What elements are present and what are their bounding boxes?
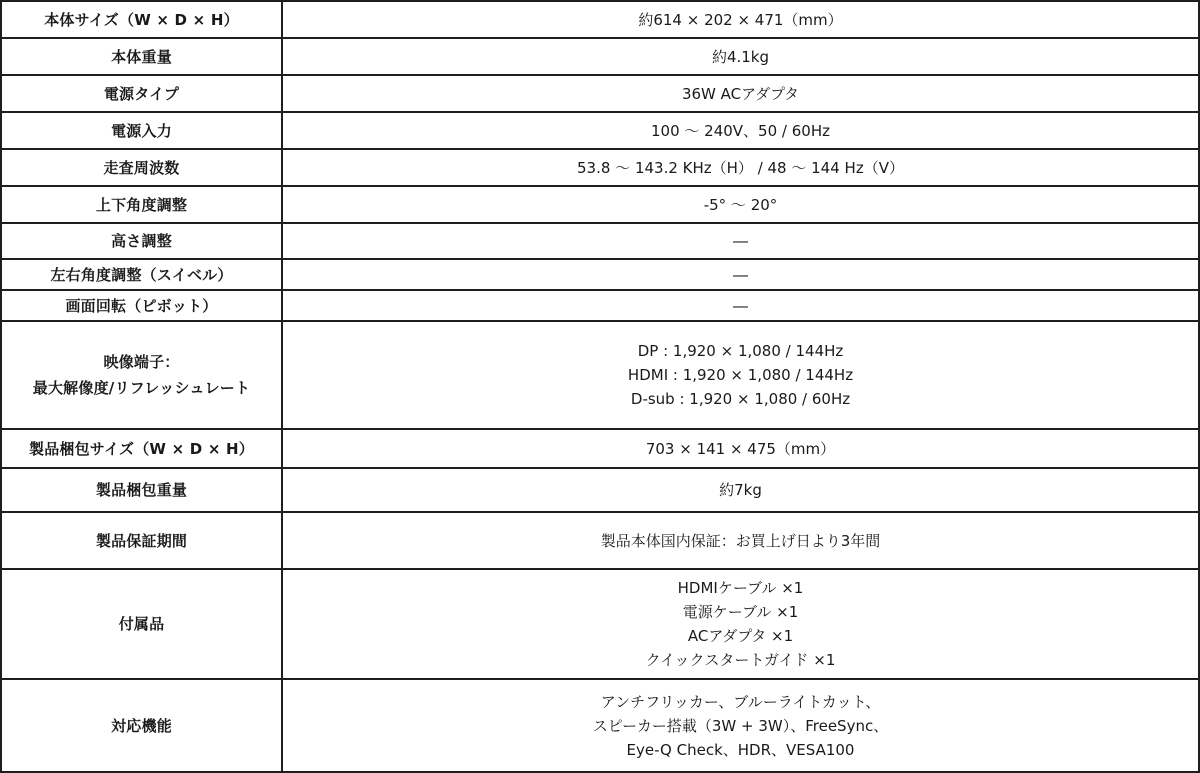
spec-row (1, 1, 1199, 38)
spec-value: スピーカー搭載（3W + 3W）、FreeSync、 (592, 716, 889, 735)
spec-label: 上下角度調整 (95, 195, 188, 214)
spec-value: HDMI : 1,920 × 1,080 / 144Hz (627, 366, 854, 384)
spec-value-cell (282, 679, 1199, 772)
spec-value: クイックスタートガイド ×1 (645, 651, 836, 669)
spec-value: ― (733, 265, 748, 284)
spec-value-cell (282, 569, 1199, 679)
spec-value: DP : 1,920 × 1,080 / 144Hz (637, 342, 844, 360)
spec-label-cell (1, 149, 282, 186)
spec-label: 電源入力 (111, 121, 172, 140)
spec-label-cell (1, 112, 282, 149)
spec-value: 100 ～ 240V、50 / 60Hz (651, 121, 830, 140)
spec-row (1, 186, 1199, 223)
spec-value-cell (282, 429, 1199, 468)
spec-label-cell (1, 429, 282, 468)
spec-value: ― (733, 296, 748, 315)
spec-label: 付属品 (118, 615, 165, 633)
spec-label-cell (1, 679, 282, 772)
spec-label-cell (1, 259, 282, 290)
spec-value-cell (282, 75, 1199, 112)
spec-label: 製品保証期間 (95, 531, 188, 550)
spec-value: D-sub : 1,920 × 1,080 / 60Hz (630, 390, 851, 408)
spec-value-cell (282, 512, 1199, 569)
spec-label-cell (1, 290, 282, 321)
spec-value-cell (282, 321, 1199, 429)
spec-value-cell (282, 223, 1199, 259)
spec-label: 対応機能 (111, 716, 172, 735)
spec-label-cell (1, 223, 282, 259)
spec-label: 高さ調整 (111, 232, 172, 250)
spec-label: 最大解像度/リフレッシュレート (32, 379, 251, 397)
spec-value: 電源ケーブル ×1 (682, 603, 799, 621)
spec-value-cell (282, 149, 1199, 186)
spec-label-cell (1, 1, 282, 38)
spec-value: 36W ACアダプタ (681, 84, 800, 103)
spec-value-cell (282, 186, 1199, 223)
spec-label: 本体重量 (111, 47, 172, 66)
spec-value: ― (733, 232, 748, 250)
spec-label-cell (1, 512, 282, 569)
spec-row (1, 468, 1199, 512)
spec-label: 映像端子： (103, 353, 180, 371)
spec-row (1, 259, 1199, 290)
spec-row (1, 429, 1199, 468)
spec-row (1, 75, 1199, 112)
spec-value-cell (282, 259, 1199, 290)
spec-value-cell (282, 38, 1199, 75)
spec-label: 画面回転（ピボット） (65, 296, 218, 315)
spec-value-cell (282, 1, 1199, 38)
spec-label-cell (1, 75, 282, 112)
spec-value: 約7kg (719, 481, 762, 499)
spec-value: ACアダプタ ×1 (687, 627, 794, 645)
spec-row (1, 679, 1199, 772)
spec-label-cell (1, 569, 282, 679)
spec-value: 約4.1kg (711, 47, 770, 66)
spec-value: 製品本体国内保証：お買上げ日より3年間 (600, 531, 881, 550)
spec-label-cell (1, 186, 282, 223)
spec-row (1, 149, 1199, 186)
spec-value: 53.8 ～ 143.2 KHz（H） / 48 ～ 144 Hz（V） (577, 158, 904, 177)
spec-value: Eye-Q Check、HDR、VESA100 (626, 740, 855, 759)
spec-row (1, 290, 1199, 321)
spec-table-body (1, 1, 1199, 772)
spec-label-cell (1, 38, 282, 75)
spec-label: 電源タイプ (103, 84, 180, 103)
spec-row (1, 512, 1199, 569)
spec-value: -5° ～ 20° (703, 195, 778, 214)
spec-value-cell (282, 290, 1199, 321)
spec-label: 製品梱包サイズ（W × D × H） (29, 439, 254, 458)
spec-value-cell (282, 112, 1199, 149)
spec-value: アンチフリッカー、ブルーライトカット、 (600, 692, 881, 711)
spec-value-cell (282, 468, 1199, 512)
spec-row (1, 569, 1199, 679)
spec-row (1, 321, 1199, 429)
spec-label: 左右角度調整（スイベル） (50, 265, 233, 284)
spec-label: 本体サイズ（W × D × H） (44, 10, 239, 29)
spec-row (1, 223, 1199, 259)
spec-row (1, 38, 1199, 75)
spec-value: 約614 × 202 × 471（mm） (638, 10, 843, 29)
spec-label-cell (1, 468, 282, 512)
spec-label-cell (1, 321, 282, 429)
spec-label: 走査周波数 (103, 158, 180, 177)
spec-row (1, 112, 1199, 149)
spec-value: HDMIケーブル ×1 (677, 579, 804, 597)
spec-value: 703 × 141 × 475（mm） (645, 439, 836, 458)
spec-label: 製品梱包重量 (95, 481, 188, 499)
